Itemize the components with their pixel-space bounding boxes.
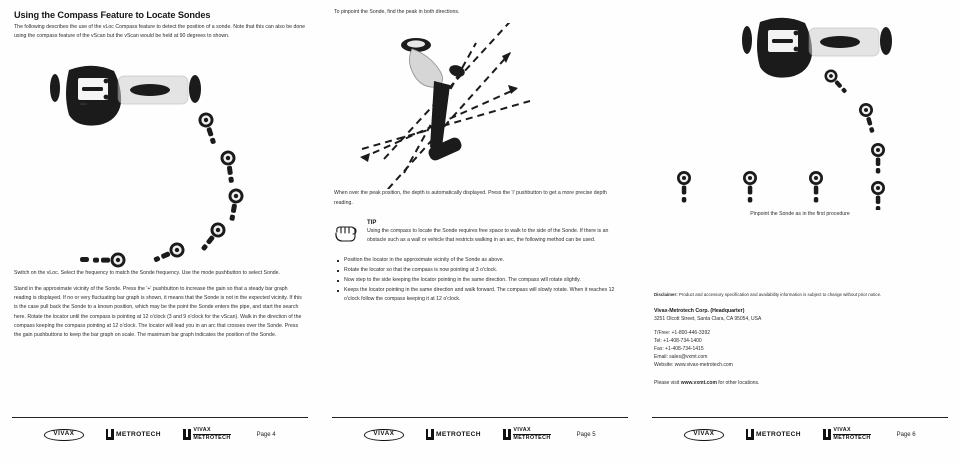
metrotech-logo: [426, 429, 481, 440]
vivax-metrotech-bottom-word: METROTECH: [833, 435, 871, 442]
svg-text:vLoc: vLoc: [80, 101, 87, 106]
company-name: Vivax-Metrotech Corp. (Headquarter): [654, 308, 745, 315]
other-locations-line: [654, 379, 946, 388]
visit-prefix: Please visit: [654, 379, 681, 386]
vivax-logo: VIVAX: [44, 429, 83, 441]
figure-locator-path-with-compass-row: [654, 10, 946, 210]
paragraph-depth-display: When over the peak position, the depth is automatically displayed. Press the 'i' pushbutton to get a more precise depth reading.: [334, 190, 607, 206]
company-address: 3251 Olcott Street, Santa Clara, CA 95054, USA: [654, 315, 762, 322]
metrotech-wordmark: METROTECH: [116, 431, 161, 439]
figure-locator-with-footprint-arc: [14, 54, 306, 269]
page-footer-4: [0, 417, 320, 463]
vivax-logo: VIVAX: [364, 429, 403, 441]
page-title: Using the Compass Feature to Locate Sondes: [14, 10, 211, 20]
disclaimer-label: Disclaimer:: [654, 292, 678, 298]
vivax-metrotech-logo: [823, 428, 871, 442]
page-6: [640, 0, 960, 463]
vivax-metrotech-top-word: VIVAX: [833, 427, 851, 433]
contact-toll-free: T/Free: +1-800-446-3392: [654, 330, 711, 337]
paragraph-switch-on: Switch on the vLoc. Select the frequency to match the Sonde frequency. Use the mode pushbutton to select Sonde.: [14, 269, 281, 276]
metrotech-mark-icon: [746, 429, 754, 440]
procedure-bullet-list: [334, 256, 626, 304]
paragraph-stand-in-vicinity: Stand in the approximate vicinity of the Sonde. Press the '+' pushbutton to increase the gain so that a steady bar graph reading is displayed. If no or very fluctuating bar graph is shown, it means that the Sonde is not in the expected vicinity. If this is the case pull back the Sonde to a known position, which may be the point the Sonde enters the pipe, and start the search here. Rotate the locator until the compass is pointing at 12 o'clock (3 and 9 o'clock for the vScan). Walk in the direction of the compass keeping the compass pointing at 12 o'clock. The locator will lead you in an arc that crosses over the Sonde. Press the gain pushbuttons to keep the bar graph on scale. The maximum bar graph indicates the position of the Sonde.: [14, 285, 302, 338]
intro-paragraph: The following describes the use of the vLoc Compass feature to detect the position of a sonde. Note that this can also be done using the compass feature of the vScan but the vScan would be held at 90 degrees to shown.: [14, 24, 306, 40]
contact-website: Website: www.vivax-metrotech.com: [654, 362, 733, 369]
pointing-hand-icon: [334, 222, 360, 244]
tip-title: TIP: [367, 219, 377, 226]
tip-text: Using the compass to locate the Sonde requires free space to walk to the side of the Sonde. If there is an obstacle such as a wall or vehicle that restricts walking in an arc, the following method can be used.: [367, 227, 609, 244]
vivax-metrotech-bottom-word: METROTECH: [513, 435, 551, 442]
metrotech-logo: [746, 429, 801, 440]
figure-caption: Pinpoint the Sonde as in the first procedure: [750, 211, 850, 217]
footer-rule: [332, 417, 628, 418]
footer-rule: [652, 417, 948, 418]
list-item: Now step to the side keeping the locator pointing in the same direction. The compass will rotate slightly.: [343, 276, 626, 285]
page-footer-6: [640, 417, 960, 463]
vivax-metrotech-mark-icon: [503, 429, 511, 440]
vivax-metrotech-mark-icon: [823, 429, 831, 440]
vivax-metrotech-logo: [183, 428, 231, 442]
tip-box: [334, 220, 626, 246]
intro-pinpoint: To pinpoint the Sonde, find the peak in both directions.: [334, 9, 460, 15]
vivax-metrotech-top-word: VIVAX: [513, 427, 531, 433]
metrotech-logo: [106, 429, 161, 440]
metrotech-wordmark: METROTECH: [436, 431, 481, 439]
list-item: Rotate the locator so that the compass is now pointing at 3 o'clock.: [343, 266, 626, 275]
vivax-metrotech-bottom-word: METROTECH: [193, 435, 231, 442]
list-item: Keeps the locator pointing in the same direction and walk forward. The compass will slowly rotate. When it reaches 12 o'clock follow the compass keeping it at 12 o'clock.: [343, 286, 626, 305]
disclaimer-text: Product and accessory specification and availability information is subject to change without prior notice.: [678, 292, 882, 298]
disclaimer-block: [654, 291, 946, 299]
figure-locator-peak-crosshair: [334, 23, 626, 189]
page-number: Page 4: [256, 431, 276, 438]
list-item: Position the locator in the approximate vicinity of the Sonde as above.: [343, 256, 626, 265]
visit-suffix: for other locations.: [716, 379, 760, 386]
metrotech-mark-icon: [426, 429, 434, 440]
vivax-metrotech-logo: [503, 428, 551, 442]
contact-fax: Fax: +1-408-734-1415: [654, 346, 704, 353]
page-5: [320, 0, 640, 463]
vivax-logo: VIVAX: [684, 429, 723, 441]
page-footer-5: [320, 417, 640, 463]
page-number: Page 6: [896, 431, 916, 438]
page-number: Page 5: [576, 431, 596, 438]
metrotech-wordmark: METROTECH: [756, 431, 801, 439]
metrotech-mark-icon: [106, 429, 114, 440]
footer-rule: [12, 417, 308, 418]
visit-site-link[interactable]: www.vxmt.com: [680, 379, 717, 386]
vivax-metrotech-top-word: VIVAX: [193, 427, 211, 433]
page-4: [0, 0, 320, 463]
vivax-metrotech-mark-icon: [183, 429, 191, 440]
contact-email: Email: sales@vxmt.com: [654, 354, 708, 361]
contact-tel: Tel: +1-408-734-1400: [654, 338, 702, 345]
